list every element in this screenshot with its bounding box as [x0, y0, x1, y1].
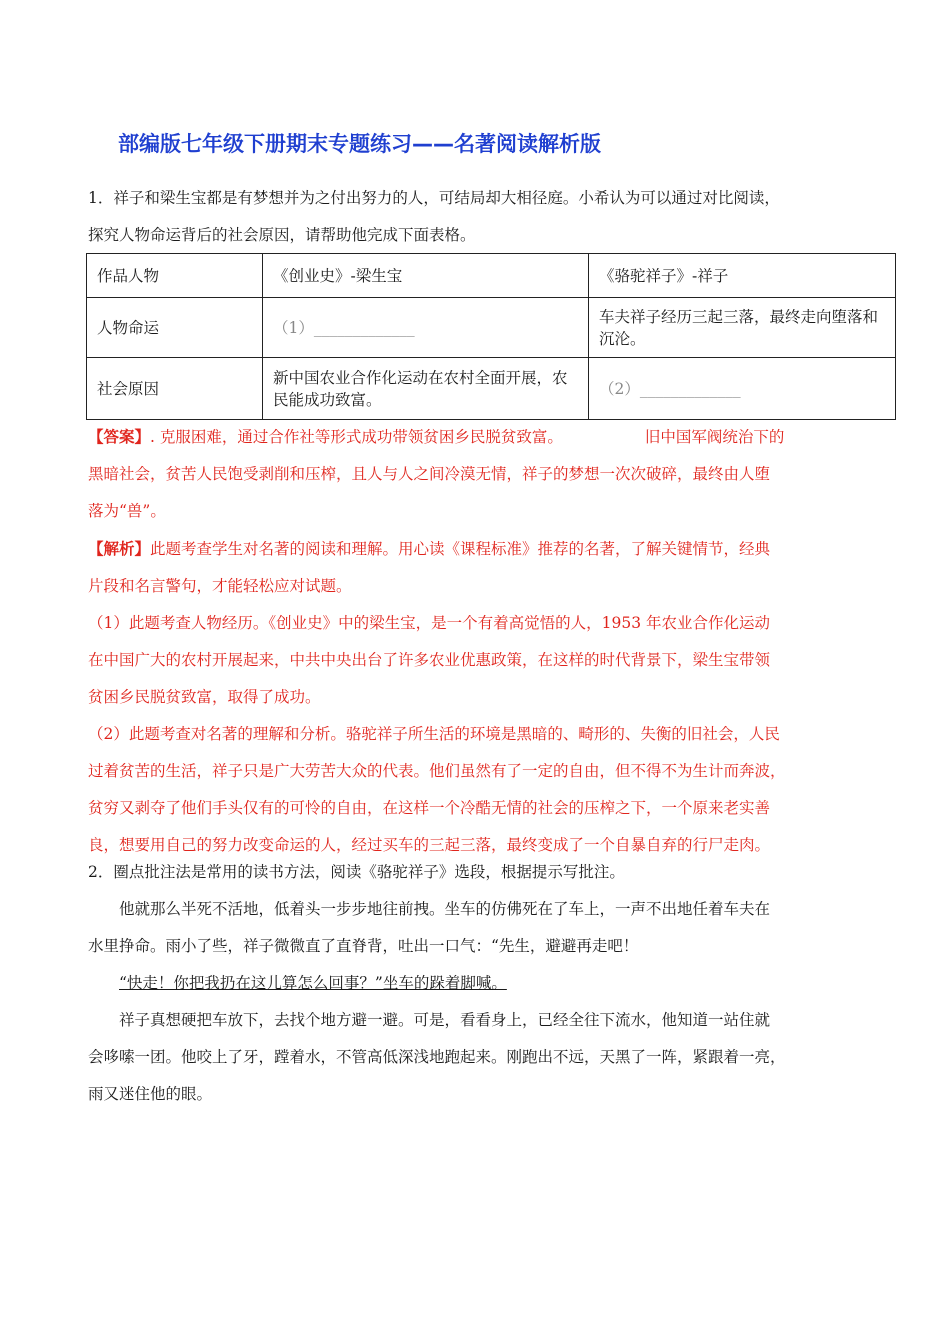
table-cell: 新中国农业合作化运动在农村全面开展，农民能成功致富。	[263, 358, 589, 420]
analysis-text: 此题考查学生对名著的阅读和理解。用心读《课程标准》推荐的名著，了解关键情节，经典	[150, 540, 771, 558]
answer-blank-2[interactable]: （2）_____________	[589, 358, 896, 420]
excerpt-line	[88, 965, 868, 1002]
answer-text: 旧中国军阀统治下的	[644, 428, 785, 446]
table-row	[87, 358, 896, 420]
excerpt-line: 会哆嗦一团。他咬上了牙，蹚着水，不管高低深浅地跑起来。刚跑出不远，天黑了一阵，紧跟着一亮，	[88, 1048, 786, 1066]
excerpt-line: 他就那么半死不活地，低着头一步步地往前拽。坐车的仿佛死在了车上，一声不出地任着车夫在	[119, 900, 771, 918]
answer-line: 黑暗社会，贫苦人民饱受剥削和压榨，且人与人之间冷漠无情，祥子的梦想一次次破碎，最终由人堕	[88, 465, 771, 483]
table-cell: 车夫祥子经历三起三落，最终走向堕落和沉沦。	[589, 298, 896, 358]
comparison-table	[86, 253, 896, 420]
analysis-line: 在中国广大的农村开展起来，中共中央出台了许多农业优惠政策，在这样的时代背景下，梁生宝带领	[88, 651, 771, 669]
table-row	[87, 254, 896, 298]
analysis-line: 过着贫苦的生活，祥子只是广大劳苦大众的代表。他们虽然有了一定的自由，但不得不为生计而奔波，	[88, 762, 786, 780]
q1-stem-line: 探究人物命运背后的社会原因，请帮助他完成下面表格。	[88, 226, 476, 244]
table-cell: 作品人物	[87, 254, 263, 298]
excerpt	[88, 891, 868, 1113]
table-cell: 社会原因	[87, 358, 263, 420]
analysis-label: 【解析】	[88, 539, 151, 558]
analysis-line: 贫穷又剥夺了他们手头仅有的可怜的自由，在这样一个冷酷无情的社会的压榨之下，一个原来老实善	[88, 799, 771, 817]
analysis-line	[88, 530, 868, 568]
answer-line	[88, 418, 868, 456]
q1-stem	[88, 180, 868, 254]
analysis-line: 贫困乡民脱贫致富，取得了成功。	[88, 688, 321, 706]
answer-text: . 克服困难，通过合作社等形式成功带领贫困乡民脱贫致富。	[150, 428, 563, 446]
answer-label: 【答案】	[88, 427, 151, 446]
page-title: 部编版七年级下册期末专题练习——名著阅读解析版	[118, 132, 601, 156]
analysis-line: （2）此题考查对名著的理解和分析。骆驼祥子所生活的环境是黑暗的、畸形的、失衡的旧社会，人民	[88, 725, 780, 743]
analysis-line: 片段和名言警句，才能轻松应对试题。	[88, 577, 352, 595]
q1-stem-line: 1．祥子和梁生宝都是有梦想并为之付出努力的人，可结局却大相径庭。小希认为可以通过对比阅读，	[88, 189, 780, 207]
excerpt-line: 雨又迷住他的眼。	[88, 1085, 213, 1103]
analysis-line: 良，想要用自己的努力改变命运的人，经过买车的三起三落，最终变成了一个自暴自弃的行尸走肉。	[88, 836, 771, 854]
table-cell: 《创业史》-梁生宝	[263, 254, 589, 298]
table-cell: 《骆驼祥子》-祥子	[589, 254, 896, 298]
answer-block	[88, 418, 868, 864]
table-row	[87, 298, 896, 358]
q2-stem: 2．圈点批注法是常用的读书方法，阅读《骆驼祥子》选段，根据提示写批注。	[88, 863, 625, 881]
analysis-line: （1）此题考查人物经历。《创业史》中的梁生宝，是一个有着高觉悟的人，1953 年农业合作化运动	[88, 614, 770, 632]
excerpt-line: 祥子真想硬把车放下，去找个地方避一避。可是，看看身上，已经全往下流水，他知道一站住就	[119, 1011, 771, 1029]
answer-blank-1[interactable]: （1）_____________	[263, 298, 589, 358]
underlined-sentence: “快走！你把我扔在这儿算怎么回事？”坐车的跺着脚喊。	[119, 974, 507, 992]
answer-line: 落为“兽”。	[88, 502, 166, 520]
table-cell: 人物命运	[87, 298, 263, 358]
excerpt-line: 水里挣命。雨小了些，祥子微微直了直脊背，吐出一口气：“先生，避避再走吧！	[88, 937, 639, 955]
